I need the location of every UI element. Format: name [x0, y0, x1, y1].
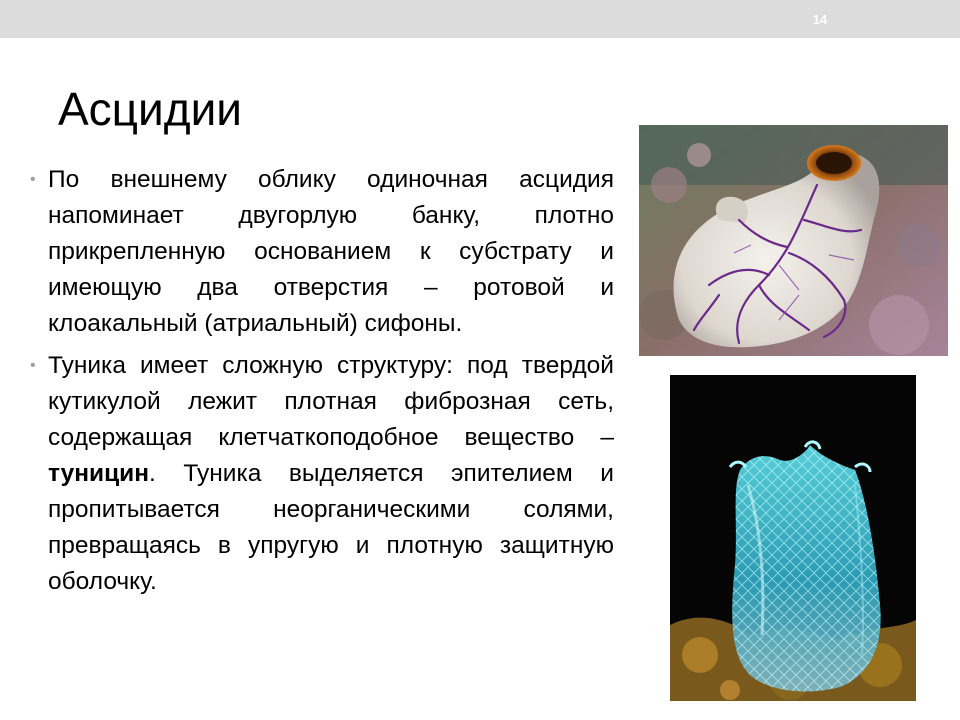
slide-body: [28, 162, 614, 606]
slide-title: Асцидии: [58, 83, 242, 135]
bullet-text-part: Туника имеет сложную структуру: под твердой кутикулой лежит плотная фиброзная сеть, содержащая клетчаткоподобное вещество –: [48, 352, 614, 451]
slide-number: 14: [812, 12, 828, 27]
bullet-dot-icon: •: [30, 171, 36, 188]
bullet-dot-icon: •: [30, 357, 36, 374]
bullet-item: [28, 162, 614, 342]
bullet-text-part: . Туника выделяется эпителием и пропитывается неорганическими солями, превращаясь в упругую и плотную защитную оболочку.: [48, 460, 614, 595]
bullet-bold-term: туницин: [48, 460, 150, 487]
bullet-text: По внешнему облику одиночная асцидия напоминает двугорлую банку, плотно прикрепленную основанием к субстрату и имеющую два отверстия – ротовой и клоакальный (атриальный) сифоны.: [48, 166, 614, 337]
ascidian-photo-white: [639, 125, 948, 356]
bullet-item: [28, 348, 614, 600]
ascidian-photo-blue: [670, 375, 916, 701]
